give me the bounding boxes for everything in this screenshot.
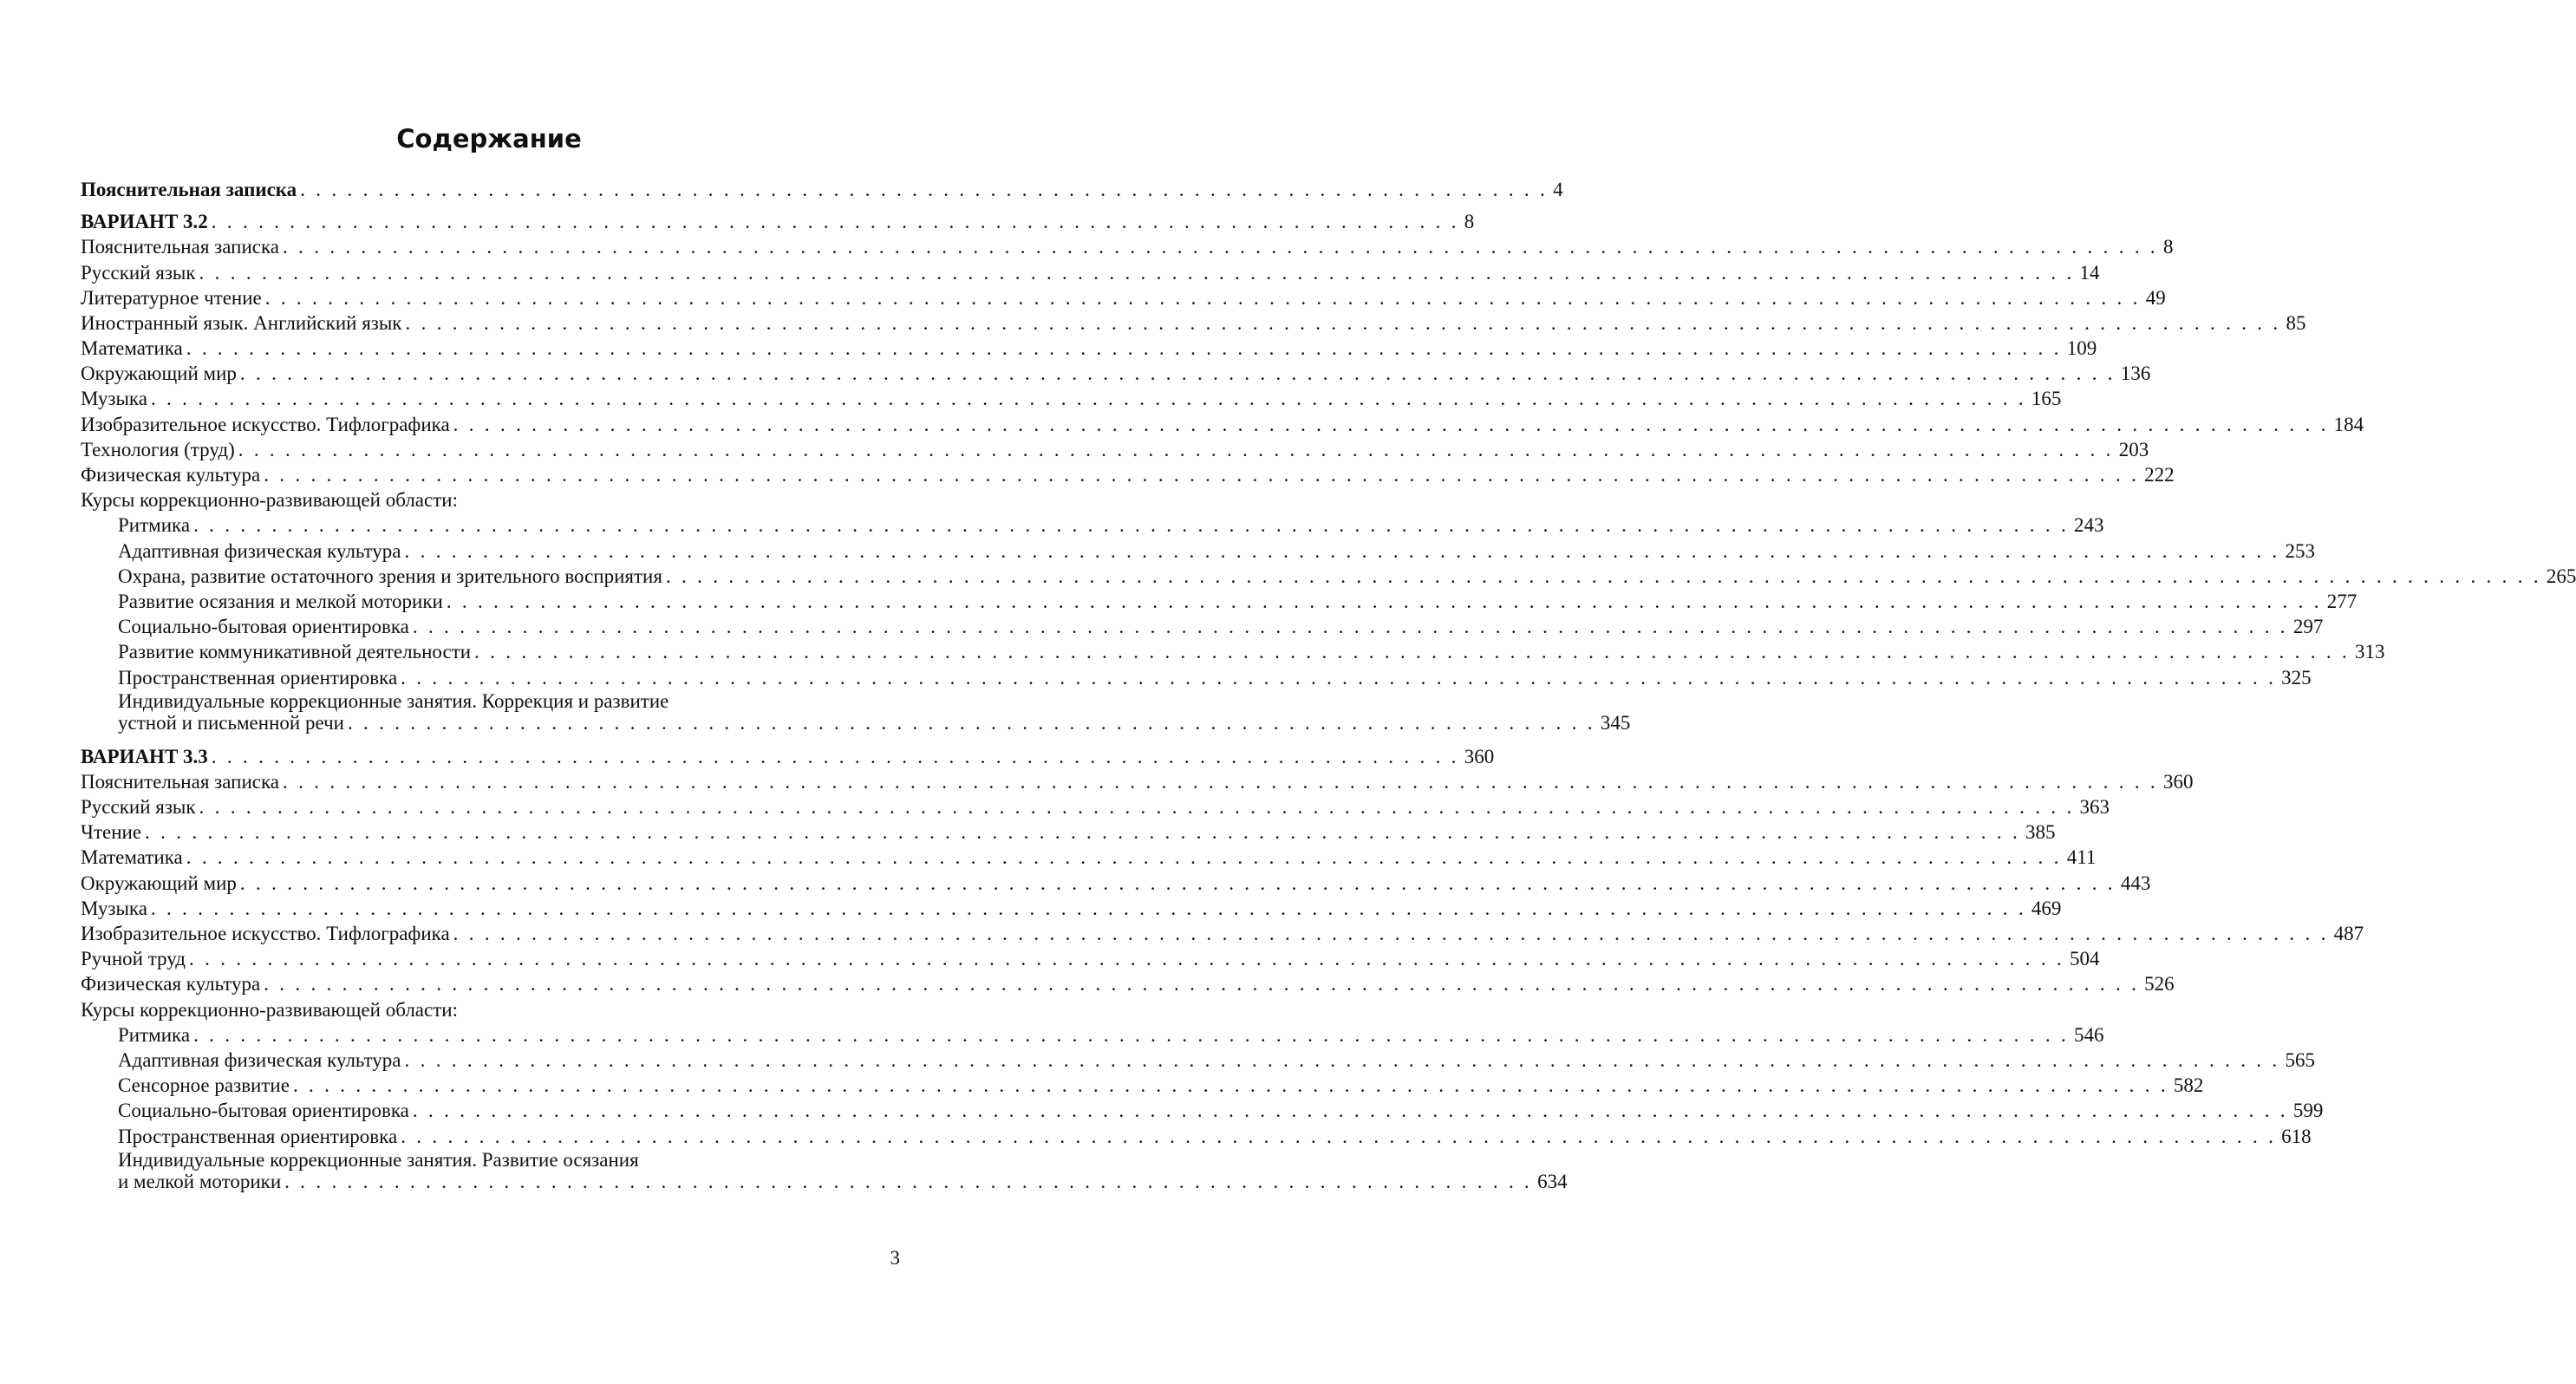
dot-leader: . . . . . . . . . . . . . . . . . . . . . . . . . . . . . . . . . . . . . . . . . . . . . . . . . . . . . . . . . . . . . . . . . . . . . . . . . . . . . . . . . . . . . . . . . . . . . . . . . . . . . . . . . . . . . . . . . . . . . . . .	[401, 1125, 2277, 1147]
toc-section-variant-3-2[interactable]	[81, 209, 1475, 234]
toc-list-variant-3-3	[81, 769, 2364, 997]
table-of-contents	[81, 177, 2576, 1192]
toc-list-variant-3-2	[81, 234, 2364, 487]
toc-entry-page: 85	[2286, 311, 2306, 334]
toc-entry-intro[interactable]	[81, 177, 1563, 202]
toc-entry-page: 325	[2281, 666, 2312, 689]
dot-leader: . . . . . . . . . . . . . . . . . . . . . . . . . . . . . . . . . . . . . . . . . . . . . . . . . . . . . . . . . . . . . . . . . . . . . . . . . . . . . . . . . . . . . . . . . . . . . . . . . . . . . . . . . . . . . . . . . . . . . . . .	[264, 286, 2141, 309]
toc-entry-label: Окружающий мир	[81, 362, 237, 385]
toc-section-page: 360	[1464, 745, 1495, 767]
toc-entry-label: Чтение	[81, 821, 142, 844]
toc-entry-page: 265	[2546, 565, 2576, 587]
toc-entry-label: Охрана, развитие остаточного зрения и зрительного восприятия	[118, 565, 662, 587]
dot-leader: . . . . . . . . . . . . . . . . . . . . . . . . . . . . . . . . . . . . . . . . . . . . . . . . . . . . . . . . . . . . . . . . . . . . . . . . . . . . . . . . . . . . . . . . . . . . . . . . . . . . . . . . . . . . . . . . . . . . . . . .	[239, 362, 2116, 385]
toc-entry[interactable]	[81, 539, 2315, 564]
toc-entry[interactable]	[81, 1124, 2312, 1149]
toc-entry-label: Технология (труд)	[81, 438, 235, 460]
page-number: 3	[890, 1247, 900, 1269]
dot-leader: . . . . . . . . . . . . . . . . . . . . . . . . . . . . . . . . . . . . . . . . . . . . . . . . . . . . . . . . . . . . . . . . . . . . . . . . . . . . . . . . . . . . . . . . . . . . . . . . . . . . . . . . . . . . . . . . . . . . . . . .	[665, 565, 2541, 587]
toc-entry[interactable]	[81, 896, 2062, 921]
toc-entry[interactable]	[81, 462, 2175, 487]
toc-entry[interactable]	[81, 1022, 2104, 1048]
toc-entry-page: 4	[1553, 178, 1563, 200]
toc-entry[interactable]	[81, 871, 2151, 896]
dot-leader: . . . . . . . . . . . . . . . . . . . . . . . . . . . . . . . . . . . . . . . . . . . . . . . . . . . . . . . . . . . . . . . . . . . . . . . . . . . . . . . . . . . . . . . . . . . . . . . . . . . . . . . . . . . . . . . . . . . . . . . .	[145, 821, 2020, 844]
dot-leader: . . . . . . . . . . . . . . . . . . . . . . . . . . . . . . . . . . . . . . . . . . . . . . . . . . . . . . . . . . . . . . . . . . . . . . . . . . . . . . . . . . . . . . . . . . . . . . . . . . . . . . . . . . . . . . . . . . . . . . . .	[193, 514, 2070, 537]
toc-entry-label: Пояснительная записка	[81, 178, 297, 200]
dot-leader: . . . . . . . . . . . . . . . . . . . . . . . . . . . . . . . . . . . . . . . . . . . . . . . . . . . . . . . . . . . . . . . . . . . . . . . . . . . . . . . . . . . . . . . . . . . . . . . . . . . . . . . . . . . . . . . . . . . . . . . .	[264, 464, 2140, 486]
dot-leader: . . . . . . . . . . . . . . . . . . . . . . . . . . . . . . . . . . . . . . . . . . . . . . . . . . . . . . . . . . . . . . . . . . . . . . . . . . . . . . . . . . . . . . . . . . . . . . . . . . . . . . . . . . . . . . . . . . . . . . . .	[283, 770, 2158, 793]
toc-entry-multiline[interactable]	[81, 689, 1631, 734]
toc-entry-label: Русский язык	[81, 261, 196, 284]
dot-leader: . . . . . . . . . . . . . . . . . . . . . . . . . . . . . . . . . . . . . . . . . . . . . . . . . . . . . . . . . . . . . . . . . . . . . . . . . . . . . . . . . . . . . . . . . . . . . . . . . . . . . . . . . . . . . . . . . . . . . . . .	[150, 897, 2026, 919]
toc-entry-label: Адаптивная физическая культура	[118, 539, 401, 562]
toc-entry[interactable]	[81, 512, 2104, 538]
dot-leader: . . . . . . . . . . . . . . . . . . . . . . . . . . . . . . . . . . . . . . . . . . . . . . . . . . . . . . . . . . . . . . . . . . . . . . . . . . . . . . . . . . . . . . . . . . . . . . . . . . . . . . . . . . . . . . . . . . . . . . . .	[401, 666, 2277, 689]
toc-entry[interactable]	[81, 564, 2576, 589]
toc-entry-label: Иностранный язык. Английский язык	[81, 311, 402, 334]
toc-section-page: 8	[1464, 211, 1475, 233]
toc-entry[interactable]	[81, 387, 2062, 412]
dot-leader: . . . . . . . . . . . . . . . . . . . . . . . . . . . . . . . . . . . . . . . . . . . . . . . . . . . . . . . . . . . . . . . . . . . . . . . . . . . . . . . . . . . . . . . . . . . . . . . . . . . . . . . . . . . . . . . . . . . . . . . .	[189, 948, 2064, 970]
dot-leader: . . . . . . . . . . . . . . . . . . . . . . . . . . . . . . . . . . . . . . . . . . . . . . . . . . . . . . . . . . . . . . . . . . . . . . . . . . . . . . . . . . . . . . . . . . . . . . . . . . . . . . . . . . . . . . . . . . . . . . . .	[283, 236, 2158, 258]
toc-entry-page: 222	[2144, 464, 2175, 486]
toc-entry-label: Пространственная ориентировка	[118, 666, 398, 689]
toc-entry[interactable]	[81, 794, 2110, 819]
toc-entry-page: 469	[2031, 897, 2062, 919]
toc-courses-variant-3-2	[81, 512, 2576, 689]
toc-entry-label: Русский язык	[81, 796, 196, 819]
toc-entry[interactable]	[81, 437, 2149, 462]
toc-entry[interactable]	[81, 1048, 2315, 1073]
toc-entry[interactable]	[81, 336, 2097, 361]
toc-entry-label-line1: Индивидуальные коррекционные занятия. Коррекция и развитие	[118, 689, 669, 712]
dot-leader: . . . . . . . . . . . . . . . . . . . . . . . . . . . . . . . . . . . . . . . . . . . . . . . . . . . . . . . . . . . . . . . . . . . . . . . . . . . . . . . . . . . . . . . . . . . . . . . . . . . . . . . . . . . . . . . . . . . . . . . .	[453, 413, 2329, 435]
toc-entry-page: 253	[2285, 539, 2315, 562]
toc-entry-page: 385	[2025, 821, 2056, 844]
toc-entry-label: Музыка	[81, 388, 147, 410]
dot-leader: . . . . . . . . . . . . . . . . . . . . . . . . . . . . . . . . . . . . . . . . . . . . . . . . . . . . . . . . . . . . . . . . . . . . . . . . . . . . . . . . . . . . . . . . . . . . . . . . . . . . . . . . . . . . . . . . . . . . . . . .	[474, 641, 2351, 663]
toc-entry[interactable]	[81, 589, 2358, 614]
toc-entry-page: 582	[2173, 1074, 2204, 1097]
toc-entry-label: Пояснительная записка	[81, 770, 280, 793]
toc-entry-page: 345	[1600, 711, 1631, 734]
toc-entry-page: 634	[1537, 1170, 1568, 1192]
toc-section-variant-3-3[interactable]	[81, 744, 1495, 769]
toc-entry-label-line2: и мелкой моторики	[118, 1170, 282, 1192]
toc-entry-label: Ритмика	[118, 1023, 191, 1046]
toc-entry-page: 313	[2355, 641, 2385, 663]
dot-leader: . . . . . . . . . . . . . . . . . . . . . . . . . . . . . . . . . . . . . . . . . . . . . . . . . . . . . . . . . . . . . . . . . . . . . . . . . . . . . . . . . . . . . . . . . . . . . . . . . . . . . . . . . . . . . . . . . . . . . . . .	[292, 1074, 2168, 1097]
toc-entry[interactable]	[81, 310, 2306, 336]
toc-entry[interactable]	[81, 260, 2100, 285]
dot-leader: . . . . . . . . . . . . . . . . . . . . . . . . . . . . . . . . . . . . . . . . . . . . . . . . . . . . . . . . . . . . . . . . . . . . . . . . . . . . . . . . . . . . . . . . . . . . . . . . . . . . . . . . . . . . . . . . . . . . . . . .	[239, 872, 2116, 894]
toc-entry-page: 360	[2162, 770, 2194, 793]
toc-entry-page: 504	[2069, 948, 2100, 970]
dot-leader: . . . . . . . . . . . . . . . . . . . . . . . . . . . . . . . . . . . . . . . . . . . . . . . . . . . . . . . . . . . . . . . . . . . . . . . . . . . . . . . . . . . . . . . . . . . . . . . . . . . . . . . . . . . . . . . . . . . . . . . .	[238, 438, 2114, 460]
toc-entry-page: 411	[2066, 846, 2097, 869]
toc-entry-label: Музыка	[81, 897, 147, 919]
dot-leader: . . . . . . . . . . . . . . . . . . . . . . . . . . . . . . . . . . . . . . . . . . . . . . . . . . . . . . . . . . . . . . . . . . . . . . . . . . . . . . . . . . . . . . . . . . . . . . . . . . . . . . . . . . . . . . . . . . . . . . . .	[193, 1023, 2070, 1046]
dot-leader: . . . . . . . . . . . . . . . . . . . . . . . . . . . . . . . . . . . . . . . . . . . . . . . . . . . . . . . . . . . . . . . . . . . . . . . . . . . . . . . .	[211, 745, 1459, 767]
toc-entry-label: Изобразительное искусство. Тифлографика	[81, 413, 450, 435]
toc-entry-label: Математика	[81, 337, 183, 360]
toc-section-label: ВАРИАНТ 3.2	[81, 211, 208, 233]
toc-entry-label: Развитие осязания и мелкой моторики	[118, 590, 443, 612]
dot-leader: . . . . . . . . . . . . . . . . . . . . . . . . . . . . . . . . . . . . . . . . . . . . . . . . . . . . . . . . . . . . . . . . . . . . . . . . . . . . . . . . . . . . . . . . . . . . . . . . . . . . . . . . . . . . . . . . . . . . . . . .	[404, 1048, 2280, 1071]
page-title: Содержание	[396, 124, 582, 153]
toc-entry-page: 14	[2079, 261, 2100, 284]
toc-entry-label: Пояснительная записка	[81, 236, 280, 258]
dot-leader: . . . . . . . . . . . . . . . . . . . . . . . . . . . . . . . . . . . . . . . . . . . . . . . . . . . . . . . . . . . . . . . . . . . . . . . . . . . . . . . .	[347, 711, 1595, 734]
dot-leader: . . . . . . . . . . . . . . . . . . . . . . . . . . . . . . . . . . . . . . . . . . . . . . . . . . . . . . . . . . . . . . . . . . . . . . . . . . . . . . . . . . . . . . . . . . . . . . . . . . . . . . . . . . . . . . . . . . . . . . . .	[186, 846, 2062, 869]
toc-entry[interactable]	[81, 845, 2097, 871]
toc-entry-label-line1: Индивидуальные коррекционные занятия. Развитие осязания	[118, 1148, 639, 1171]
dot-leader: . . . . . . . . . . . . . . . . . . . . . . . . . . . . . . . . . . . . . . . . . . . . . . . . . . . . . . . . . . . . . . . . . . . . . . . . . . . . . . . . . . . . . . . . . . . . . . . . . . . . . . . . . . . . . . . . . . . . . . . .	[199, 796, 2075, 819]
toc-entry-page: 136	[2120, 362, 2151, 385]
toc-entry-page: 487	[2333, 923, 2364, 945]
dot-leader: . . . . . . . . . . . . . . . . . . . . . . . . . . . . . . . . . . . . . . . . . . . . . . . . . . . . . . . . . . . . . . . . . . . . . . . . . . . . . . . . . . . . . . . . . . . . . . . . . . . . . . . . . . . . . . . . . . . . . . . .	[405, 311, 2281, 334]
toc-entry-page: 297	[2292, 616, 2324, 638]
toc-entry-page: 109	[2066, 337, 2097, 360]
dot-leader: . . . . . . . . . . . . . . . . . . . . . . . . . . . . . . . . . . . . . . . . . . . . . . . . . . . . . . . . . . . . . . . . . . . . . . . . . . . . . . . . . . . . . . . . . . . . . . . . . . . . . . . . . . . . . . . . . . . . . . . .	[150, 388, 2026, 410]
dot-leader: . . . . . . . . . . . . . . . . . . . . . . . . . . . . . . . . . . . . . . . . . . . . . . . . . . . . . . . . . . . . . . . . . . . . . . . . . . . . . . . .	[300, 178, 1549, 200]
dot-leader: . . . . . . . . . . . . . . . . . . . . . . . . . . . . . . . . . . . . . . . . . . . . . . . . . . . . . . . . . . . . . . . . . . . . . . . . . . . . . . . . . . . . . . . . . . . . . . . . . . . . . . . . . . . . . . . . . . . . . . . .	[412, 1100, 2288, 1122]
toc-entry[interactable]	[81, 921, 2364, 946]
dot-leader: . . . . . . . . . . . . . . . . . . . . . . . . . . . . . . . . . . . . . . . . . . . . . . . . . . . . . . . . . . . . . . . . . . . . . . . . . . . . . . . . . . . . . . . . . . . . . . . . . . . . . . . . . . . . . . . . . . . . . . . .	[199, 261, 2075, 284]
toc-entry-page: 243	[2074, 514, 2104, 537]
toc-entry-label: Ритмика	[118, 514, 191, 537]
toc-entry-page: 277	[2326, 590, 2358, 612]
dot-leader: . . . . . . . . . . . . . . . . . . . . . . . . . . . . . . . . . . . . . . . . . . . . . . . . . . . . . . . . . . . . . . . . . . . . . . . . . . . . . . . . . . . . . . . . . . . . . . . . . . . . . . . . . . . . . . . . . . . . . . . .	[412, 616, 2288, 638]
toc-entry[interactable]	[81, 361, 2151, 386]
toc-entry-page: 526	[2144, 973, 2175, 996]
dot-leader: . . . . . . . . . . . . . . . . . . . . . . . . . . . . . . . . . . . . . . . . . . . . . . . . . . . . . . . . . . . . . . . . . . . . . . . . . . . . . . . .	[211, 211, 1459, 233]
toc-entry-label: Окружающий мир	[81, 872, 237, 894]
dot-leader: . . . . . . . . . . . . . . . . . . . . . . . . . . . . . . . . . . . . . . . . . . . . . . . . . . . . . . . . . . . . . . . . . . . . . . . . . . . . . . . . . . . . . . . . . . . . . . . . . . . . . . . . . . . . . . . . . . . . . . . .	[404, 539, 2280, 562]
toc-entry-label: Изобразительное искусство. Тифлографика	[81, 923, 450, 945]
toc-entry-label: Сенсорное развитие	[118, 1074, 290, 1097]
toc-entry-label: Пространственная ориентировка	[118, 1125, 398, 1147]
toc-entry[interactable]	[81, 614, 2324, 639]
toc-entry[interactable]	[81, 1073, 2204, 1098]
toc-entry[interactable]	[81, 665, 2312, 690]
toc-entry-label: Развитие коммуникативной деятельности	[118, 641, 472, 663]
toc-entry[interactable]	[81, 285, 2166, 310]
dot-leader: . . . . . . . . . . . . . . . . . . . . . . . . . . . . . . . . . . . . . . . . . . . . . . . . . . . . . . . . . . . . . . . . . . . . . . . . . . . . . . . . . . . . . . . . . . . . . . . . . . . . . . . . . . . . . . . . . . . . . . . .	[264, 973, 2140, 996]
toc-entry-label: Адаптивная физическая культура	[118, 1048, 401, 1071]
toc-courses-heading: Курсы коррекционно-развивающей области:	[81, 489, 458, 512]
toc-entry-page: 363	[2079, 796, 2110, 819]
toc-entry[interactable]	[81, 1098, 2324, 1123]
toc-entry-label: Физическая культура	[81, 464, 261, 486]
toc-entry-label: Социально-бытовая ориентировка	[118, 616, 409, 638]
dot-leader: . . . . . . . . . . . . . . . . . . . . . . . . . . . . . . . . . . . . . . . . . . . . . . . . . . . . . . . . . . . . . . . . . . . . . . . . . . . . . . . . . . . . . . . . . . . . . . . . . . . . . . . . . . . . . . . . . . . . . . . .	[446, 590, 2322, 612]
toc-entry-label: Математика	[81, 846, 183, 869]
toc-entry[interactable]	[81, 234, 2174, 259]
toc-entry[interactable]	[81, 639, 2385, 664]
toc-entry-page: 49	[2145, 286, 2166, 309]
toc-entry-label: Литературное чтение	[81, 286, 262, 309]
dot-leader: . . . . . . . . . . . . . . . . . . . . . . . . . . . . . . . . . . . . . . . . . . . . . . . . . . . . . . . . . . . . . . . . . . . . . . . . . . . . . . . . . . . . . . . . . . . . . . . . . . . . . . . . . . . . . . . . . . . . . . . .	[453, 923, 2329, 945]
toc-entry-label: Социально-бытовая ориентировка	[118, 1100, 409, 1122]
toc-entry-page: 546	[2074, 1023, 2104, 1046]
toc-entry[interactable]	[81, 946, 2100, 971]
toc-entry-page: 184	[2333, 413, 2364, 435]
dot-leader: . . . . . . . . . . . . . . . . . . . . . . . . . . . . . . . . . . . . . . . . . . . . . . . . . . . . . . . . . . . . . . . . . . . . . . . . . . . . . . . .	[284, 1170, 1533, 1192]
toc-entry-page: 565	[2285, 1048, 2315, 1071]
toc-entry-page: 599	[2292, 1100, 2324, 1122]
toc-courses-heading: Курсы коррекционно-развивающей области:	[81, 998, 458, 1021]
dot-leader: . . . . . . . . . . . . . . . . . . . . . . . . . . . . . . . . . . . . . . . . . . . . . . . . . . . . . . . . . . . . . . . . . . . . . . . . . . . . . . . . . . . . . . . . . . . . . . . . . . . . . . . . . . . . . . . . . . . . . . . .	[186, 337, 2062, 360]
toc-entry-page: 203	[2118, 438, 2149, 460]
toc-section-label: ВАРИАНТ 3.3	[81, 745, 208, 767]
toc-entry-page: 618	[2281, 1125, 2312, 1147]
toc-courses-variant-3-3	[81, 1022, 2324, 1149]
toc-entry[interactable]	[81, 819, 2056, 845]
toc-entry-label: Физическая культура	[81, 973, 261, 996]
toc-entry-label-line2: устной и письменной речи	[118, 711, 344, 734]
toc-entry[interactable]	[81, 412, 2364, 437]
toc-entry-page: 165	[2031, 388, 2062, 410]
toc-entry[interactable]	[81, 971, 2175, 996]
toc-entry-page: 443	[2120, 872, 2151, 894]
toc-entry[interactable]	[81, 769, 2194, 794]
toc-entry-page: 8	[2162, 236, 2174, 258]
toc-entry-label: Ручной труд	[81, 948, 186, 970]
toc-entry-multiline[interactable]	[81, 1148, 1568, 1192]
